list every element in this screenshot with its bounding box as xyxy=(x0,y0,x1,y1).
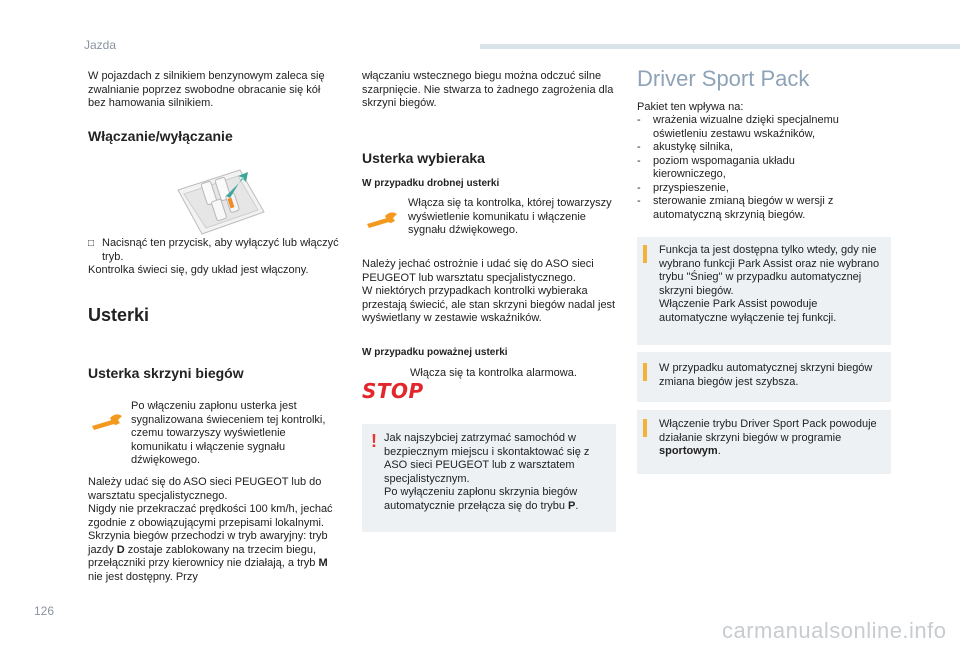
minor-text-1: Należy jechać ostrożnie i udać się do ASO sieci PEUGEOT lub warsztatu specjalistycznego. xyxy=(362,258,594,284)
heading-faults: Usterki xyxy=(88,305,150,325)
heading-major-fault: W przypadku poważnej usterki xyxy=(362,347,508,358)
info-box-sport-program xyxy=(637,410,891,474)
mode-m-label: M xyxy=(318,557,328,569)
info-icon xyxy=(643,245,647,263)
warning-box xyxy=(362,424,616,532)
page-number: 126 xyxy=(34,604,55,618)
pack-feature-list xyxy=(637,114,867,222)
gearbox-body xyxy=(88,476,342,584)
mode-d-label: D xyxy=(116,543,125,556)
gearbox-text-3c: nie jest dostępny. Przy xyxy=(88,570,198,583)
info-box-availability xyxy=(637,237,891,345)
warning-text xyxy=(384,432,610,513)
warning-text-2a: Po wyłączeniu zapłonu skrzynia biegów automatycznie przełącza się do trybu xyxy=(384,486,578,512)
square-bullet-icon: □ xyxy=(88,238,95,249)
warning-text-2b: . xyxy=(575,499,579,512)
heading-toggle: Włączanie/wyłączanie xyxy=(88,128,233,144)
pack-lead: Pakiet ten wpływa na: xyxy=(637,101,744,113)
heading-gearbox-fault: Usterka skrzyni biegów xyxy=(88,365,244,381)
note-sport-bold: sportowym xyxy=(659,445,718,457)
gearbox-text-1: Należy udać się do ASO sieci PEUGEOT lub do warsztatu specjalistycznego. xyxy=(88,476,322,502)
major-lamp-text: Włącza się ta kontrolka alarmowa. xyxy=(410,367,577,379)
warning-text-2 xyxy=(384,486,610,513)
wrench-icon xyxy=(90,412,124,432)
note-faster-shift: W przypadku automatycznej skrzyni biegów zmiana biegów jest szybsza. xyxy=(659,362,873,388)
col2-continuation: włączaniu wstecznego biegu można odczuć silne szarpnięcie. Nie stwarza to żadnego zagrożenia dla skrzyni biegów. xyxy=(362,70,614,109)
console-button-icon xyxy=(168,160,268,240)
pointer-arrow-icon xyxy=(222,170,252,200)
info-box-faster-shift xyxy=(637,352,891,402)
list-item: - sterowanie zmianą biegów w wersji z automatyczną skrzynią biegów. xyxy=(637,195,867,222)
wrench-icon xyxy=(365,210,399,230)
header-rule xyxy=(480,44,960,49)
gearbox-text-3 xyxy=(88,530,342,584)
gearbox-text-3b: zostaje zablokowany na trzecim biegu, przełączniki przy kierownicy nie działają, a tryb xyxy=(88,543,319,569)
note-sport-text-b: . xyxy=(717,445,721,457)
minor-body xyxy=(362,258,616,326)
warning-icon: ! xyxy=(371,431,377,451)
note-availability: Funkcja ta jest dostępna tylko wtedy, gdy nie wybrano funkcji Park Assist oraz nie wybrano trybu "Śnieg" w przypadku automatycznej skrzyni biegów. Włączenie Park Assist powoduje automatyczne wyłączenie tej funkcji. xyxy=(659,244,880,324)
note-sport-program xyxy=(659,418,885,459)
intro-text: W pojazdach z silnikiem benzynowym zaleca się zwalnianie poprzez swobodne obracanie się kół bez hamowania silnikiem. xyxy=(88,70,325,109)
mode-p-label: P xyxy=(568,499,576,512)
info-icon xyxy=(643,363,647,381)
warning-text-1: Jak najszybciej zatrzymać samochód w bezpiecznym miejscu i skontaktować się z ASO sieci PEUGEOT lub z warsztatem specjalistycznym. xyxy=(384,432,590,485)
page-title: Driver Sport Pack xyxy=(637,66,810,91)
heading-minor-fault: W przypadku drobnej usterki xyxy=(362,178,500,189)
info-icon xyxy=(643,419,647,437)
note-sport-text-a: Włączenie trybu Driver Sport Pack powoduje działanie skrzyni biegów w programie xyxy=(659,418,877,444)
list-item: - akustykę silnika, xyxy=(637,141,867,155)
gearbox-text-3a: Skrzynia biegów przechodzi w tryb awaryjny: tryb jazdy xyxy=(88,530,328,556)
section-header: Jazda xyxy=(84,38,117,52)
list-item: - wrażenia wizualne dzięki specjalnemu oświetleniu zestawu wskaźników, xyxy=(637,114,867,141)
lamp-on-text: Kontrolka świeci się, gdy układ jest włączony. xyxy=(88,264,309,276)
list-item: - poziom wspomagania układu kierowniczego, xyxy=(637,155,867,182)
gearbox-text-2: Nigdy nie przekraczać prędkości 100 km/h, jechać zgodnie z obowiązującymi przepisami lokalnymi. xyxy=(88,503,333,529)
list-item: - przyspieszenie, xyxy=(637,182,867,196)
press-instruction-text: Nacisnąć ten przycisk, aby wyłączyć lub włączyć tryb. xyxy=(102,237,339,263)
watermark: carmanualsonline.info xyxy=(722,618,947,643)
minor-lamp-text: Włącza się ta kontrolka, której towarzyszy wyświetlenie komunikatu i włączenie sygnału dźwiękowego. xyxy=(408,197,612,236)
heading-selector-fault: Usterka wybieraka xyxy=(362,150,485,166)
stop-icon: STOP xyxy=(362,379,424,403)
press-instruction xyxy=(88,237,340,264)
minor-text-2: W niektórych przypadkach kontrolki wybieraka przestają świecić, ale stan skrzyni biegów nadal jest wyświetlany w zestawie wskaźników. xyxy=(362,285,616,324)
gearbox-lamp-text: Po włączeniu zapłonu usterka jest sygnalizowana świeceniem tej kontrolki, czemu towarzyszy wyświetlenie komunikatu i włączenie sygnału dźwiękowego. xyxy=(131,400,326,466)
